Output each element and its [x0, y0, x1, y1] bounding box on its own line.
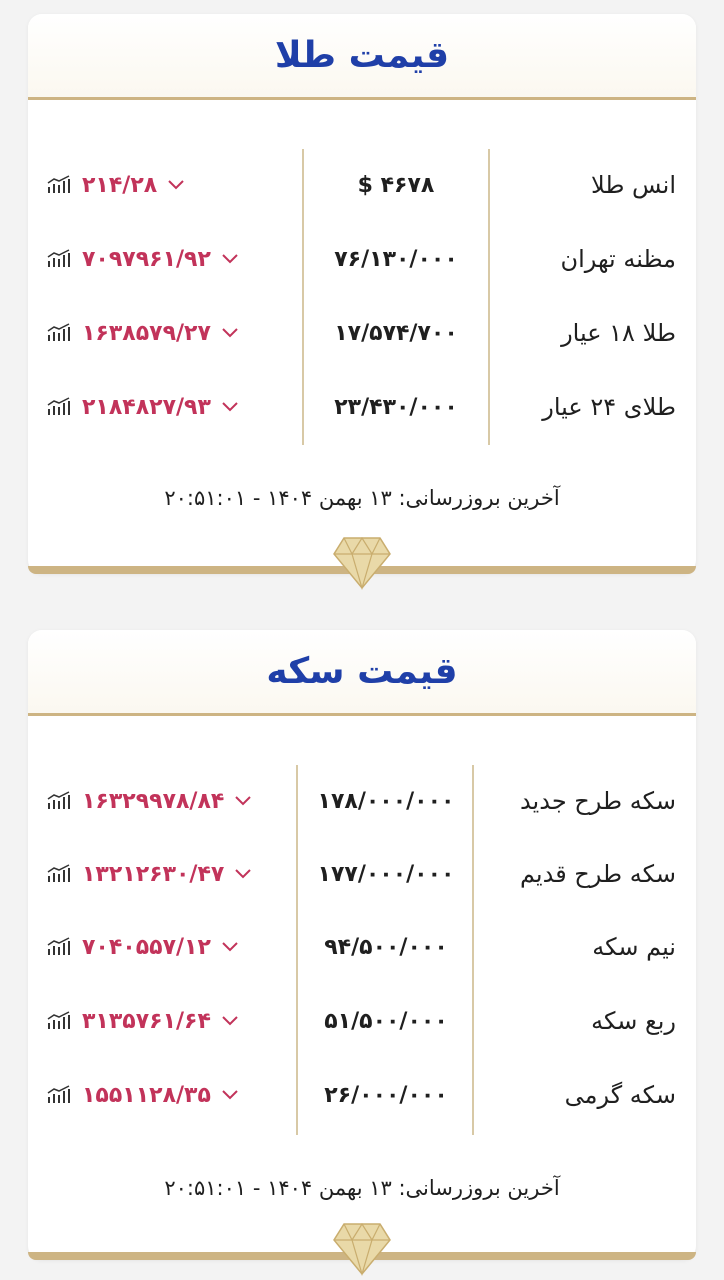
gold-card-title: قیمت طلا	[274, 35, 450, 76]
bar-chart-icon[interactable]	[46, 175, 72, 195]
gold-item-price: $ ۴۶۷۸	[357, 172, 435, 198]
gold-item-label: مظنه تهران	[560, 245, 676, 273]
gold-card-header	[28, 14, 696, 100]
change-cell	[46, 229, 239, 289]
table-row	[28, 155, 696, 215]
bar-chart-icon[interactable]	[46, 937, 72, 957]
gold-item-change: ۲۱۴/۲۸	[82, 172, 158, 198]
chevron-down-icon	[221, 1089, 239, 1101]
bar-chart-icon[interactable]	[46, 1085, 72, 1105]
coin-item-label: سکه طرح قدیم	[519, 860, 676, 888]
chevron-down-icon	[221, 941, 239, 953]
bar-chart-icon[interactable]	[46, 397, 72, 417]
bar-chart-icon[interactable]	[46, 864, 72, 884]
last-updated-text: آخرین بروزرسانی: ۱۳ بهمن ۱۴۰۴ - ۲۰:۵۱:۰۱	[164, 1176, 560, 1200]
change-cell	[46, 1065, 239, 1125]
chevron-down-icon	[234, 868, 252, 880]
change-cell	[46, 991, 239, 1051]
gold-item-label: انس طلا	[591, 171, 676, 199]
gold-item-price: ۷۶/۱۳۰/۰۰۰	[334, 246, 458, 272]
table-row	[28, 303, 696, 363]
gold-item-label: طلای ۲۴ عیار	[542, 393, 676, 421]
table-row	[28, 917, 696, 977]
coin-item-change: ۱۶۳۲۹۹۷۸/۸۴	[82, 788, 225, 814]
change-cell	[46, 917, 239, 977]
bar-chart-icon[interactable]	[46, 323, 72, 343]
diamond-icon	[332, 1222, 392, 1276]
last-updated-text: آخرین بروزرسانی: ۱۳ بهمن ۱۴۰۴ - ۲۰:۵۱:۰۱	[164, 486, 560, 510]
chevron-down-icon	[167, 179, 185, 191]
coin-item-change: ۷۰۴۰۵۵۷/۱۲	[82, 934, 211, 960]
table-row	[28, 1065, 696, 1125]
coin-item-change: ۳۱۳۵۷۶۱/۶۴	[82, 1008, 211, 1034]
gold-price-card	[28, 14, 696, 574]
coin-item-change: ۱۳۲۱۲۶۳۰/۴۷	[82, 861, 225, 887]
coin-item-price: ۱۷۷/۰۰۰/۰۰۰	[317, 861, 455, 887]
table-row	[28, 991, 696, 1051]
change-cell	[46, 303, 239, 363]
coin-item-label: سکه گرمی	[564, 1081, 676, 1109]
change-cell	[46, 771, 252, 831]
change-cell	[46, 155, 185, 215]
chevron-down-icon	[221, 1015, 239, 1027]
coin-item-price: ۵۱/۵۰۰/۰۰۰	[324, 1008, 448, 1034]
bar-chart-icon[interactable]	[46, 249, 72, 269]
coin-item-price: ۹۴/۵۰۰/۰۰۰	[324, 934, 448, 960]
chevron-down-icon	[221, 253, 239, 265]
coin-item-label: سکه طرح جدید	[519, 787, 676, 815]
table-row	[28, 844, 696, 904]
gold-item-label: طلا ۱۸ عیار	[561, 319, 676, 347]
coin-card-title: قیمت سکه	[266, 651, 458, 692]
gold-item-change: ۷۰۹۷۹۶۱/۹۲	[82, 246, 211, 272]
coin-item-change: ۱۵۵۱۱۲۸/۳۵	[82, 1082, 211, 1108]
coin-item-price: ۲۶/۰۰۰/۰۰۰	[324, 1082, 448, 1108]
coin-price-card	[28, 630, 696, 1260]
chevron-down-icon	[221, 401, 239, 413]
gold-item-change: ۲۱۸۴۸۲۷/۹۳	[82, 394, 211, 420]
gold-item-change: ۱۶۳۸۵۷۹/۲۷	[82, 320, 211, 346]
gold-item-price: ۲۳/۴۳۰/۰۰۰	[334, 394, 458, 420]
coin-card-header	[28, 630, 696, 716]
gold-item-price: ۱۷/۵۷۴/۷۰۰	[334, 320, 458, 346]
change-cell	[46, 844, 252, 904]
chevron-down-icon	[234, 795, 252, 807]
change-cell	[46, 377, 239, 437]
chevron-down-icon	[221, 327, 239, 339]
bar-chart-icon[interactable]	[46, 791, 72, 811]
table-row	[28, 771, 696, 831]
table-row	[28, 229, 696, 289]
diamond-icon	[332, 536, 392, 590]
coin-item-label: نیم سکه	[592, 933, 676, 961]
table-row	[28, 377, 696, 437]
bar-chart-icon[interactable]	[46, 1011, 72, 1031]
coin-item-label: ربع سکه	[591, 1007, 676, 1035]
coin-item-price: ۱۷۸/۰۰۰/۰۰۰	[317, 788, 455, 814]
